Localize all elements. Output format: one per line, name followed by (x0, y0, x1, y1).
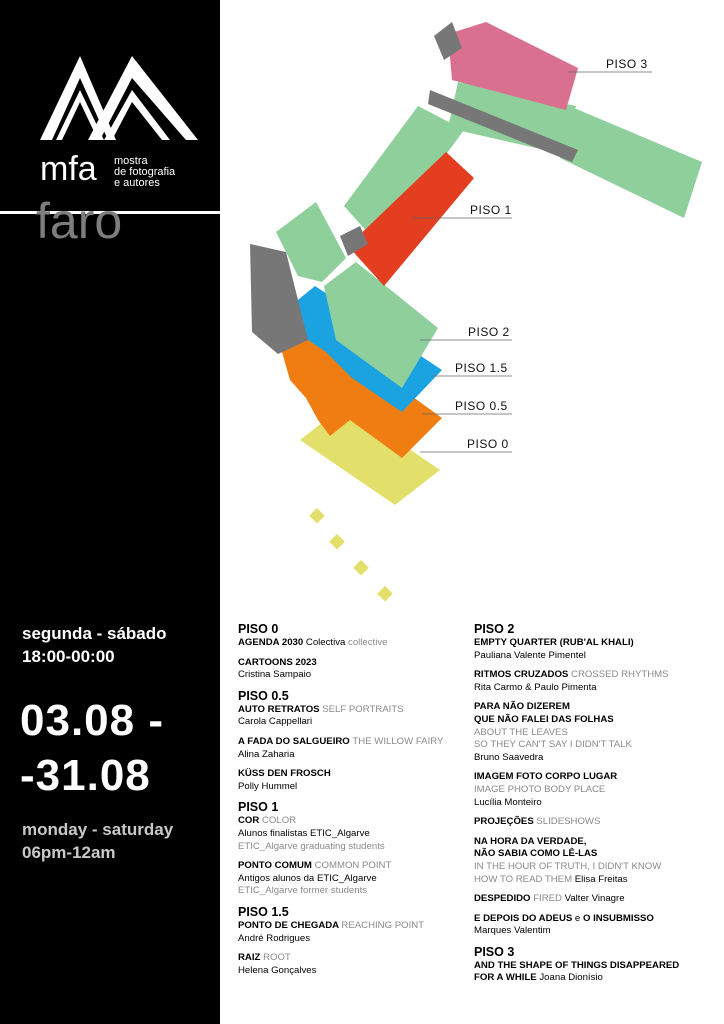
entry-ritmos (474, 669, 724, 694)
entry-agenda-2030 (238, 637, 488, 650)
floor-heading-1: PISO 1 (238, 800, 279, 815)
entry-author-en: ETIC_Algarve former students (238, 885, 368, 897)
entry-author: Lucília Monteiro (474, 796, 542, 808)
entry-title: DESPEDIDO (474, 893, 534, 905)
entry-title: EMPTY QUARTER (RUB'AL KHALI) (474, 637, 634, 648)
entry-author: Marques Valentim (474, 925, 551, 937)
en-schedule (22, 818, 173, 864)
entry-author: Carola Cappellari (238, 716, 313, 728)
pt-schedule (22, 622, 167, 668)
entry-title: CARTOONS 2023 (238, 656, 317, 668)
entry-translation: COMMON POINT (314, 860, 392, 872)
entry-title-2: NÃO SABIA COMO LÊ-LAS (474, 848, 598, 860)
entry-translation: SELF PORTRAITS (322, 703, 404, 715)
building-floor-map (220, 0, 724, 615)
entry-author-en: ETIC_Algarve graduating students (238, 840, 385, 852)
date-start: 03.08 - (20, 696, 164, 745)
pt-days: segunda - sábado (22, 624, 167, 643)
entry-translation: CROSSED RHYTHMS (571, 669, 669, 681)
pt-hours: 18:00-00:00 (22, 647, 115, 666)
program-column-1 (238, 622, 488, 984)
entry-translation: REACHING POINT (341, 919, 425, 931)
entry-raiz (238, 952, 488, 977)
entry-title: RAIZ (238, 952, 264, 964)
entry-title: RITMOS CRUZADOS (474, 669, 572, 681)
brand-city: faro (36, 193, 123, 249)
floor-heading-05: PISO 0.5 (238, 688, 289, 703)
en-days: monday - saturday (22, 820, 174, 839)
floor-heading-3: PISO 3 (474, 944, 515, 959)
entry-author: Rita Carmo & Paulo Pimenta (474, 681, 597, 693)
program-column-2 (474, 622, 724, 992)
entry-title-2: QUE NÃO FALEI DAS FOLHAS (474, 713, 614, 725)
entry-despedido (474, 893, 724, 906)
entry-translation: collective (348, 637, 388, 648)
entry-para-nao-dizerem (474, 701, 724, 764)
label-piso-0: PISO 0 (467, 437, 509, 451)
floor-heading-0: PISO 0 (238, 622, 279, 636)
entry-author: Alina Zaharia (238, 748, 295, 760)
entry-title: NA HORA DA VERDADE, (474, 835, 587, 847)
entry-cartoons (238, 657, 488, 682)
entry-ponto-comum (238, 860, 488, 898)
entry-title: AGENDA 2030 (238, 637, 304, 648)
entry-title: PROJEÇÕES (474, 816, 537, 828)
label-piso-2: PISO 2 (468, 325, 510, 339)
entry-title: COR (238, 815, 262, 827)
entry-translation: IMAGE PHOTO BODY PLACE (474, 783, 606, 795)
label-piso-05: PISO 0.5 (455, 399, 508, 413)
entry-translation: ABOUT THE LEAVES (474, 726, 568, 738)
entry-translation: SLIDESHOWS (536, 816, 601, 828)
exhibition-dates (20, 693, 164, 803)
entry-title: KÜSS DEN FROSCH (238, 768, 331, 780)
entry-author: Pauliana Valente Pimentel (474, 649, 586, 661)
entry-translation: THE WILLOW FAIRY (352, 735, 444, 747)
floor-heading-2: PISO 2 (474, 622, 515, 636)
entry-author: Colectiva (303, 637, 349, 648)
en-hours: 06pm-12am (22, 843, 116, 862)
entry-translation-2: HOW TO READ THEM (474, 873, 573, 885)
entry-translation: FIRED (533, 893, 562, 905)
entry-translation: COLOR (261, 815, 297, 827)
entry-translation-2: SO THEY CAN'T SAY I DIDN'T TALK (474, 739, 632, 751)
entry-title: AND THE SHAPE OF THINGS DISAPPEARED (474, 959, 680, 971)
entry-auto-retratos (238, 704, 488, 729)
entry-imagem (474, 771, 724, 809)
brand-line2: de fotografia (114, 166, 176, 178)
entry-author: Antigos alunos da ETIC_Algarve (238, 872, 377, 884)
entry-author: Joana Dionísio (536, 972, 603, 984)
entry-author: Helena Gonçalves (238, 964, 317, 976)
entry-kuss (238, 768, 488, 793)
mfa-faro-logo (0, 40, 220, 250)
entry-author: Cristina Sampaio (238, 669, 312, 681)
entry-title: IMAGEM FOTO CORPO LUGAR (474, 771, 618, 783)
brand-line3: e autores (114, 177, 160, 189)
entry-title: PARA NÃO DIZEREM (474, 701, 570, 713)
entry-na-hora (474, 836, 724, 886)
entry-author: Valter Vinagre (561, 893, 625, 905)
entry-conjunction: e (572, 912, 583, 924)
label-piso-3: PISO 3 (606, 57, 648, 71)
entry-author: Elisa Freitas (572, 873, 628, 885)
entry-title: E DEPOIS DO ADEUS (474, 912, 573, 924)
entry-title: A FADA DO SALGUEIRO (238, 735, 353, 747)
entry-cor (238, 815, 488, 853)
entry-ponto-chegada (238, 920, 488, 945)
entry-empty-quarter (474, 637, 724, 662)
entry-depois-do-adeus (474, 913, 724, 938)
entry-translation: ROOT (263, 952, 291, 964)
entry-fada (238, 736, 488, 761)
brand-abbr: mfa (40, 150, 97, 188)
entry-translation: IN THE HOUR OF TRUTH, I DIDN'T KNOW (474, 860, 662, 872)
entry-title-2: O INSUBMISSO (582, 912, 654, 924)
label-piso-1: PISO 1 (470, 203, 512, 217)
entry-author: Polly Hummel (238, 780, 298, 792)
date-end: -31.08 (20, 751, 151, 800)
entry-shape-of-things (474, 960, 724, 985)
mountains-icon (40, 56, 198, 140)
label-piso-15: PISO 1.5 (455, 361, 508, 375)
entry-title: PONTO DE CHEGADA (238, 919, 342, 931)
entry-author: Alunos finalistas ETIC_Algarve (238, 827, 370, 839)
entry-author: Bruno Saavedra (474, 751, 544, 763)
entry-title-2: FOR A WHILE (474, 972, 537, 984)
left-panel (0, 0, 220, 1024)
entry-title: AUTO RETRATOS (238, 703, 323, 715)
floor-heading-15: PISO 1.5 (238, 904, 289, 919)
entry-author: André Rodrigues (238, 932, 310, 944)
entry-projecoes (474, 816, 724, 829)
entry-title: PONTO COMUM (238, 860, 315, 872)
brand-line1: mostra (114, 155, 148, 167)
